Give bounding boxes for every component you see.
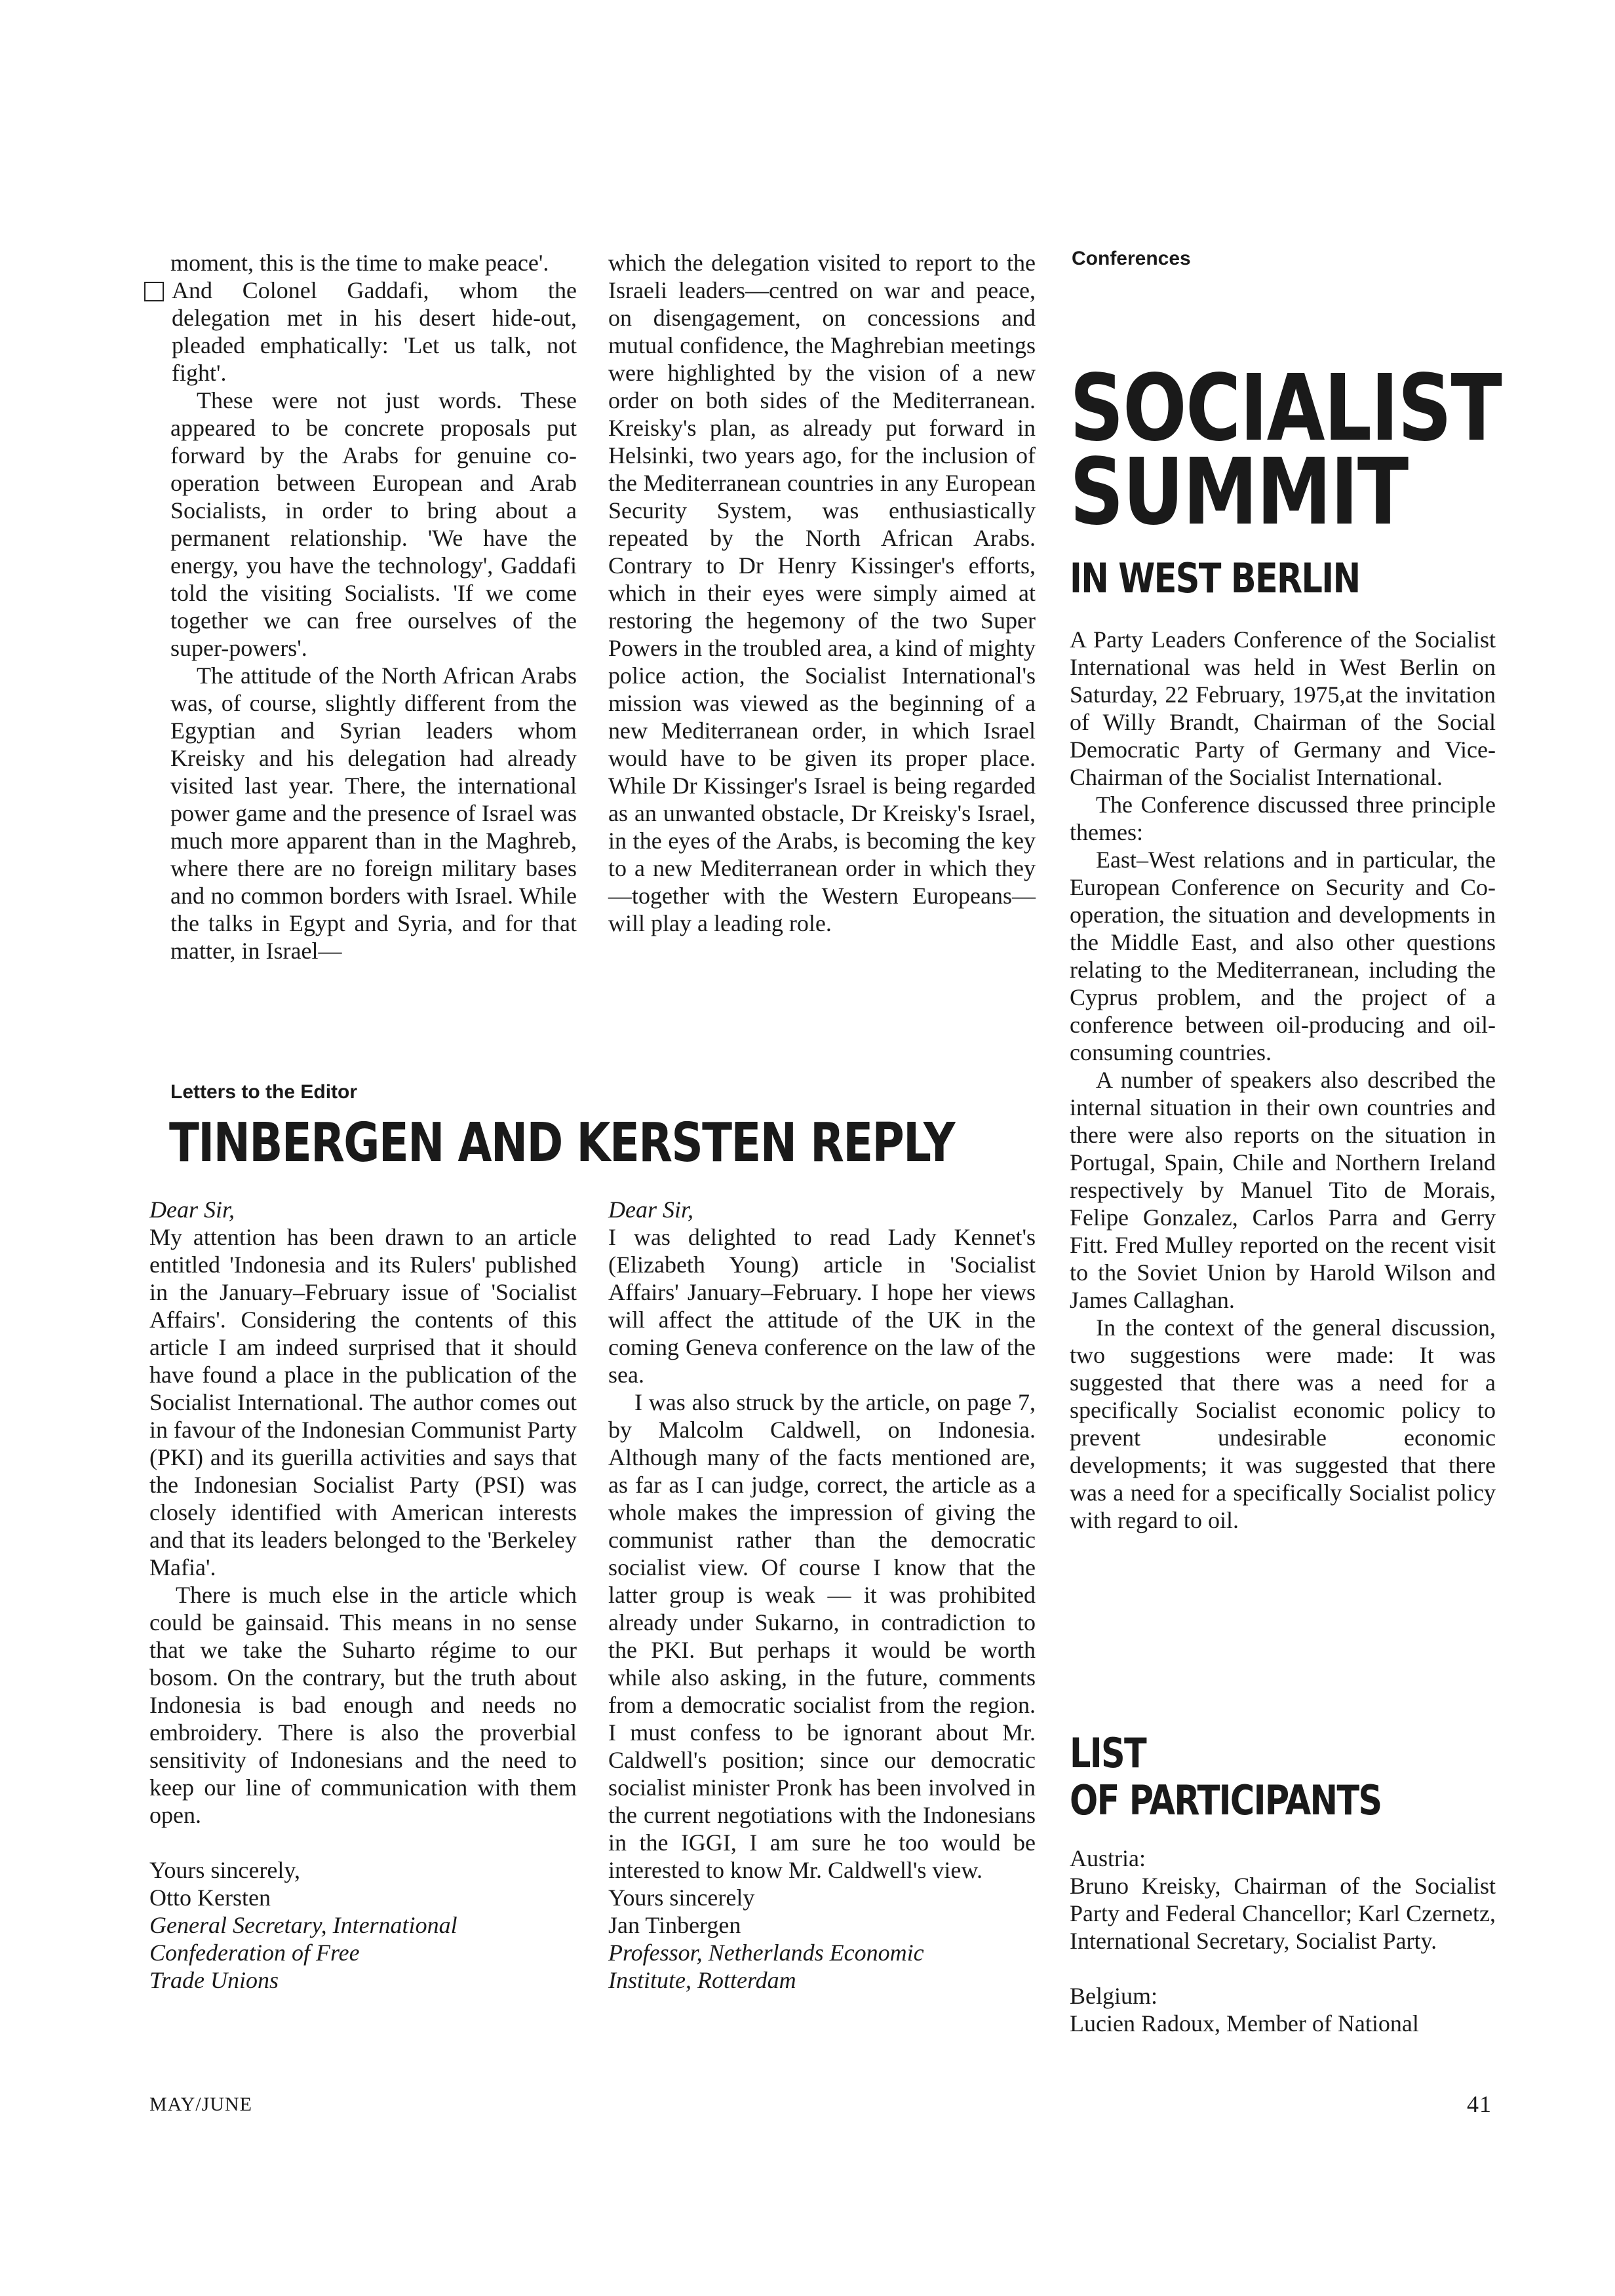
participants-list [1070, 1845, 1496, 2037]
letter-salutation: Dear Sir, [149, 1196, 235, 1223]
summit-headline-line1: SOCIALIST [1070, 355, 1502, 462]
article-paragraph: These were not just words. These appeared to be concrete proposals put forward by the Arabs for genuine co-operation between European and Arab Socialists, in order to bring about a permanent relationship. 'We have the energy, you have the technology', Gaddafi told the visiting Socialists. 'If we come together we can free ourselves of the super-powers'. [170, 387, 577, 661]
bullet-box-icon [144, 282, 164, 301]
letter-kersten [149, 1196, 577, 1994]
summit-body [1070, 626, 1496, 1534]
participants-headline-line1: LIST [1070, 1729, 1146, 1777]
summit-paragraph: The Conference discussed three principle themes: [1070, 792, 1496, 845]
letter-paragraph: I was also struck by the article, on page 7, by Malcolm Caldwell, on Indonesia. Although many of the facts mentioned are, as far as I can judge, correct, the article as a whole makes the impression of giving the communist rather than the democratic socialist view. Of course I know that the latter group is weak — it was prohibited already under Sukarno, in contradiction to the PKI. But perhaps it would be worth while also asking, in the future, comments from a democratic socialist from the region. I must confess to be ignorant about Mr. Caldwell's position; since our democratic socialist minister Pronk has been involved in the current negotiations with the Indonesians in the IGGI, I am sure he too would be interested to know Mr. Caldwell's view. [608, 1389, 1036, 1883]
summit-paragraph: In the context of the general discussion, two suggestions were made: It was suggested that there was a need for a specifically Socialist economic policy to prevent undesirable economic developments; it was suggested that there was a need for a specifically Socialist policy with regard to oil. [1070, 1314, 1496, 1533]
participants-headline-line2: OF PARTICIPANTS [1070, 1776, 1382, 1824]
letter-closing: Yours sincerely [608, 1885, 755, 1911]
summit-kicker: Conferences [1072, 248, 1191, 269]
letter-signer-title: Confederation of Free [149, 1940, 360, 1966]
letter-paragraph: There is much else in the article which could be gainsaid. This means in no sense that we take the Suharto régime to our bosom. On the contrary, but the truth about Indonesia is bad enough and needs no embroidery. There is also the proverbial sensitivity of Indonesians and the need to keep our line of communication with them open. [149, 1582, 577, 1828]
summit-headline [1070, 355, 1502, 546]
participants-headline [1070, 1730, 1381, 1824]
letter-signer-title: Trade Unions [149, 1967, 279, 1993]
letter-tinbergen [608, 1196, 1036, 1994]
summit-paragraph: A number of speakers also described the internal situation in their own countries and there were also reports on the situation in Portugal, Spain, Chile and Northern Ireland respectively by Manuel Tito de Morais, Felipe Gonzalez, Carlos Parra and Gerry Fitt. Fred Mulley reported on the recent visit to the Soviet Union by Harold Wilson and James Callaghan. [1070, 1067, 1496, 1313]
letter-salutation: Dear Sir, [608, 1196, 694, 1223]
letters-kicker: Letters to the Editor [170, 1081, 358, 1103]
letter-signer-title: Professor, Netherlands Economic [608, 1940, 924, 1966]
summit-subhead: IN WEST BERLIN [1070, 554, 1360, 602]
article-column-2 [608, 249, 1036, 937]
summit-paragraph: A Party Leaders Conference of the Socialist International was held in West Berlin on Saturday, 22 February, 1975,at the invitation of Willy Brandt, Chairman of the Social Democratic Party of Germany and Vice-Chairman of the Socialist International. [1070, 626, 1496, 790]
bullet-text: And Colonel Gaddafi, whom the delegation met in his desert hide-out, pleaded emphatically: 'Let us talk, not fight'. [172, 277, 577, 386]
article-paragraph: which the delegation visited to report to the Israeli leaders—centred on war and peace, on disengagement, on concessions and mutual confidence, the Maghrebian meetings were highlighted by the vision of a new order on both sides of the Mediterranean. Kreisky's plan, as already put forward in Helsinki, two years ago, for the inclusion of the Mediterranean countries in any European Security System, was enthusiastically repeated by the North African Arabs. Contrary to Dr Henry Kissinger's efforts, which in their eyes were simply aimed at restoring the hegemony of the two Super Powers in the troubled area, a kind of mighty police action, the Socialist International's mission was viewed as the beginning of a new Mediterranean order, in which Israel would have to be given its proper place. While Dr Kissinger's Israel is being regarded as an unwanted obstacle, Dr Kreisky's Israel, in the eyes of the Arabs, is becoming the key to a new Mediterranean order in which they—together with the Western Europeans—will play a leading role. [608, 250, 1036, 936]
issue-label: MAY/JUNE [149, 2094, 252, 2115]
letter-closing: Yours sincerely, [149, 1857, 300, 1883]
participants-entry: Lucien Radoux, Member of National [1070, 2010, 1419, 2037]
page-number: 41 [1467, 2091, 1492, 2117]
participants-entry: Bruno Kreisky, Chairman of the Socialist Party and Federal Chancellor; Karl Czernetz, International Secretary, Socialist Party. [1070, 1873, 1496, 1954]
letter-signature: Jan Tinbergen [608, 1912, 741, 1938]
summit-paragraph: East–West relations and in particular, the European Conference on Security and Co-operation, the situation and developments in the Middle East, and also other questions relating to the Mediterranean, including the Cyprus problem, and the project of a conference between oil-producing and oil-consuming countries. [1070, 847, 1496, 1065]
article-paragraph: The attitude of the North African Arabs was, of course, slightly different from the Egyptian and Syrian leaders whom Kreisky and his delegation had already visited last year. There, the international power game and the presence of Israel was much more apparent than in the Maghreb, where there are no foreign military bases and no common borders with Israel. While the talks in Egypt and Syria, and for that matter, in Israel— [170, 662, 577, 964]
bullet-item [170, 277, 577, 387]
letter-paragraph: My attention has been drawn to an article entitled 'Indonesia and its Rulers' published in the January–February issue of 'Socialist Affairs'. Considering the contents of this article I am indeed surprised that it should have found a place in the publication of the Socialist International. The author comes out in favour of the Indonesian Communist Party (PKI) and its guerilla activities and says that the Indonesian Socialist Party (PSI) was closely identified with American interests and that its leaders belonged to the 'Berkeley Mafia'. [149, 1224, 577, 1580]
article-column-1 [170, 249, 577, 965]
letter-paragraph: I was delighted to read Lady Kennet's (Elizabeth Young) article in 'Socialist Affairs' January–February. I hope her views will affect the attitude of the UK in the coming Geneva conference on the law of the sea. [608, 1224, 1036, 1388]
letter-signature: Otto Kersten [149, 1885, 271, 1911]
participants-country-label: Belgium: [1070, 1983, 1158, 2009]
letter-signer-title: Institute, Rotterdam [608, 1967, 796, 1993]
participants-country-label: Austria: [1070, 1845, 1146, 1871]
letter-signer-title: General Secretary, International [149, 1912, 457, 1938]
summit-headline-line2: SUMMIT [1070, 439, 1408, 546]
letters-headline: TINBERGEN AND KERSTEN REPLY [169, 1112, 954, 1174]
article-paragraph: moment, this is the time to make peace'. [170, 250, 549, 276]
